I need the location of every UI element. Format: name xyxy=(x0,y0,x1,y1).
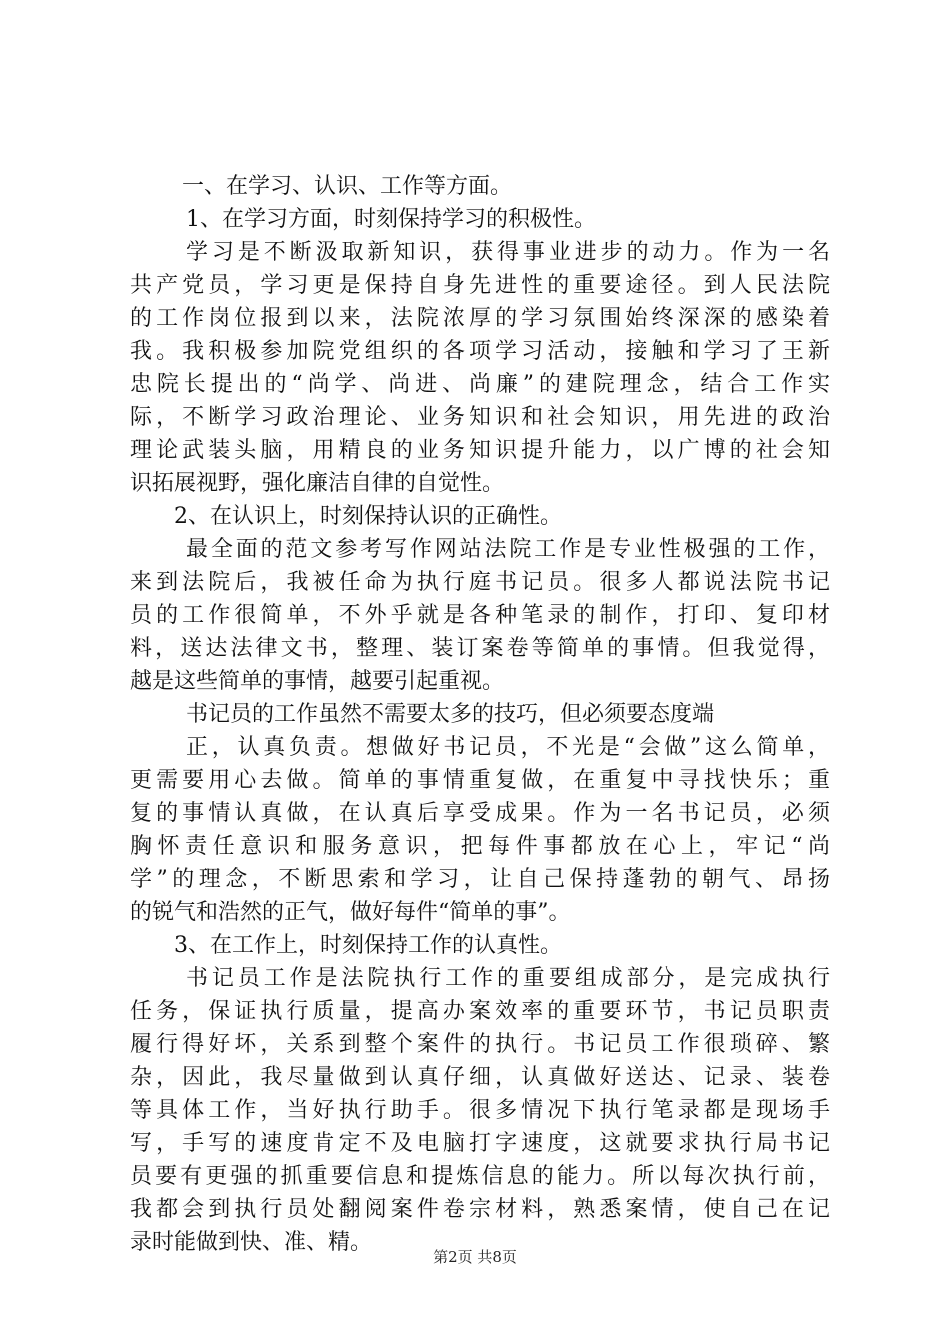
paragraph-line: 杂，因此，我尽量做到认真仔细，认真做好送达、记录、装卷 xyxy=(130,1065,830,1090)
paragraph-line: 任务，保证执行质量，提高办案效率的重要环节，书记员职责 xyxy=(130,999,830,1024)
paragraph-line: 履行得好坏，关系到整个案件的执行。书记员工作很琐碎、繁 xyxy=(130,1032,830,1057)
paragraph-line: 识拓展视野，强化廉洁自律的自觉性。 xyxy=(130,471,505,496)
paragraph-line: 理论武装头脑，用精良的业务知识提升能力，以广博的社会知 xyxy=(130,438,830,463)
paragraph-line: 等具体工作，当好执行助手。很多情况下执行笔录都是现场手 xyxy=(130,1098,830,1123)
paragraph-line: 书记员工作是法院执行工作的重要组成部分，是完成执行 xyxy=(186,966,830,991)
subheading-1: 1、在学习方面，时刻保持学习的积极性。 xyxy=(186,207,596,232)
paragraph-line: 料，送达法律文书，整理、装订案卷等简单的事情。但我觉得， xyxy=(130,636,830,661)
paragraph-line: 共产党员，学习更是保持自身先进性的重要途径。到人民法院 xyxy=(130,273,830,298)
document-body xyxy=(130,170,830,1259)
paragraph-line: 来到法院后，我被任命为执行庭书记员。很多人都说法院书记 xyxy=(130,570,830,595)
section-heading: 一、在学习、认识、工作等方面。 xyxy=(182,174,513,199)
paragraph-line: 的锐气和浩然的正气，做好每件“简单的事”。 xyxy=(130,900,571,925)
paragraph-line: 我。我积极参加院党组织的各项学习活动，接触和学习了王新 xyxy=(130,339,830,364)
paragraph-line: 学习是不断汲取新知识，获得事业进步的动力。作为一名 xyxy=(186,240,830,265)
paragraph-line: 学”的理念，不断思索和学习，让自己保持蓬勃的朝气、昂扬 xyxy=(130,867,830,892)
paragraph-line: 的工作岗位报到以来，法院浓厚的学习氛围始终深深的感染着 xyxy=(130,306,830,331)
paragraph-line: 胸怀责任意识和服务意识，把每件事都放在心上，牢记“尚 xyxy=(130,834,830,859)
paragraph-line: 忠院长提出的“尚学、尚进、尚廉”的建院理念，结合工作实 xyxy=(130,372,830,397)
paragraph-line: 员要有更强的抓重要信息和提炼信息的能力。所以每次执行前， xyxy=(130,1164,830,1189)
paragraph-line: 我都会到执行员处翻阅案件卷宗材料，熟悉案情，使自己在记 xyxy=(130,1197,830,1222)
paragraph-line: 复的事情认真做，在认真后享受成果。作为一名书记员，必须 xyxy=(130,801,830,826)
paragraph-line: 书记员的工作虽然不需要太多的技巧，但必须要态度端 xyxy=(186,702,715,727)
page-number-footer: 第2页 共8页 xyxy=(433,1248,517,1266)
paragraph-line: 录时能做到快、准、精。 xyxy=(130,1230,373,1255)
paragraph-line: 最全面的范文参考写作网站法院工作是专业性极强的工作， xyxy=(186,537,830,562)
subheading-3: 3、在工作上，时刻保持工作的认真性。 xyxy=(174,933,562,958)
paragraph-line: 更需要用心去做。简单的事情重复做，在重复中寻找快乐；重 xyxy=(130,768,830,793)
paragraph-line: 正，认真负责。想做好书记员，不光是“会做”这么简单， xyxy=(186,735,830,760)
paragraph-line: 越是这些简单的事情，越要引起重视。 xyxy=(130,669,505,694)
paragraph-line: 际，不断学习政治理论、业务知识和社会知识，用先进的政治 xyxy=(130,405,830,430)
paragraph-line: 写，手写的速度肯定不及电脑打字速度，这就要求执行局书记 xyxy=(130,1131,830,1156)
subheading-2: 2、在认识上，时刻保持认识的正确性。 xyxy=(174,504,562,529)
paragraph-line: 员的工作很简单，不外乎就是各种笔录的制作，打印、复印材 xyxy=(130,603,830,628)
